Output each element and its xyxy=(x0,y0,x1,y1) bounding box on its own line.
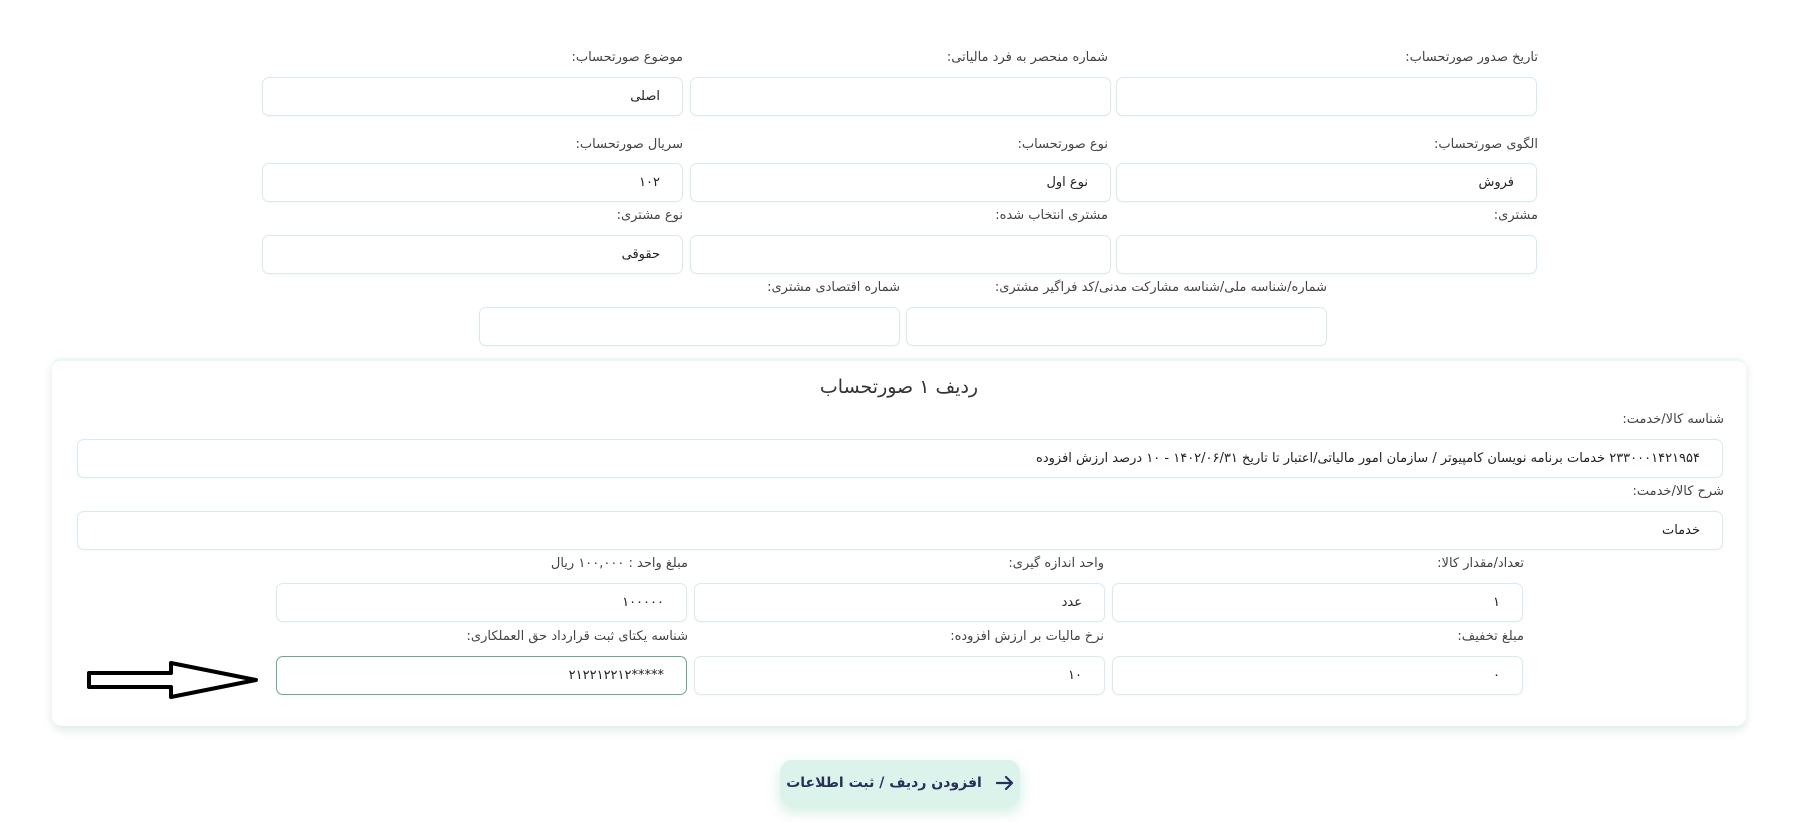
product-id-select[interactable]: ۲۳۳۰۰۰۱۴۲۱۹۵۴ خدمات برنامه نویسان کامپیوتر / سازمان امور مالیاتی/اعتبار تا تاریخ ۱۴۰۲/۰۶/۳۱ - ۱۰ درصد ارزش افزوده xyxy=(77,439,1723,478)
label-vat-rate: نرخ مالیات بر ارزش افزوده: xyxy=(950,629,1104,644)
customer-economic-number-input[interactable] xyxy=(479,307,900,346)
label-tax-unique-number: شماره منحصر به فرد مالیاتی: xyxy=(946,50,1108,65)
customer-input[interactable] xyxy=(1116,235,1537,274)
add-row-submit-label: افزودن ردیف / ثبت اطلاعات xyxy=(786,775,982,791)
customer-type-select[interactable]: حقوقی xyxy=(262,235,683,274)
label-customer-economic-number: شماره اقتصادی مشتری: xyxy=(767,280,900,295)
label-selected-customer: مشتری انتخاب شده: xyxy=(995,208,1108,223)
tax-unique-number-input[interactable] xyxy=(690,77,1111,116)
label-measurement-unit: واحد اندازه گیری: xyxy=(1008,556,1104,571)
invoice-date-input[interactable] xyxy=(1116,77,1537,116)
arrow-right-outline-icon xyxy=(86,660,261,700)
invoice-type-select[interactable]: نوع اول xyxy=(690,163,1111,202)
commission-contract-id-input[interactable]: *****۲۱۲۲۱۲۲۱۲ xyxy=(276,656,687,695)
label-quantity: تعداد/مقدار کالا: xyxy=(1437,556,1524,571)
quantity-input[interactable]: ۱ xyxy=(1112,583,1523,622)
add-row-submit-button[interactable] xyxy=(780,760,1020,806)
invoice-subject-select[interactable]: اصلی xyxy=(262,77,683,116)
selected-customer-input[interactable] xyxy=(690,235,1111,274)
label-invoice-serial: سریال صورتحساب: xyxy=(575,137,683,152)
label-customer: مشتری: xyxy=(1493,208,1538,223)
label-customer-type: نوع مشتری: xyxy=(616,208,683,223)
label-product-id: شناسه کالا/خدمت: xyxy=(1622,412,1724,427)
row-card-title: ردیف ۱ صورتحساب xyxy=(819,376,979,398)
product-description-input[interactable]: خدمات xyxy=(77,511,1723,550)
label-invoice-date: تاریخ صدور صورتحساب: xyxy=(1405,50,1538,65)
invoice-serial-input[interactable]: ۱۰۲ xyxy=(262,163,683,202)
measurement-unit-select[interactable]: عدد xyxy=(694,583,1105,622)
unit-price-input[interactable]: ۱۰۰۰۰۰ xyxy=(276,583,687,622)
label-discount: مبلغ تخفیف: xyxy=(1457,629,1524,644)
label-unit-price: مبلغ واحد : ۱۰۰,۰۰۰ ریال xyxy=(550,556,688,571)
customer-national-id-input[interactable] xyxy=(906,307,1327,346)
label-customer-national-id: شماره/شناسه ملی/شناسه مشارکت مدنی/کد فراگیر مشتری: xyxy=(994,280,1327,295)
label-product-description: شرح کالا/خدمت: xyxy=(1632,484,1724,499)
vat-rate-input[interactable]: ۱۰ xyxy=(694,656,1105,695)
label-invoice-pattern: الگوی صورتحساب: xyxy=(1434,137,1538,152)
invoice-pattern-select[interactable]: فروش xyxy=(1116,163,1537,202)
label-invoice-subject: موضوع صورتحساب: xyxy=(571,50,683,65)
discount-input[interactable]: ۰ xyxy=(1112,656,1523,695)
label-commission-contract-id: شناسه یکتای ثبت قرارداد حق العملکاری: xyxy=(466,629,688,644)
arrow-right-icon xyxy=(996,776,1014,790)
label-invoice-type: نوع صورتحساب: xyxy=(1017,137,1108,152)
